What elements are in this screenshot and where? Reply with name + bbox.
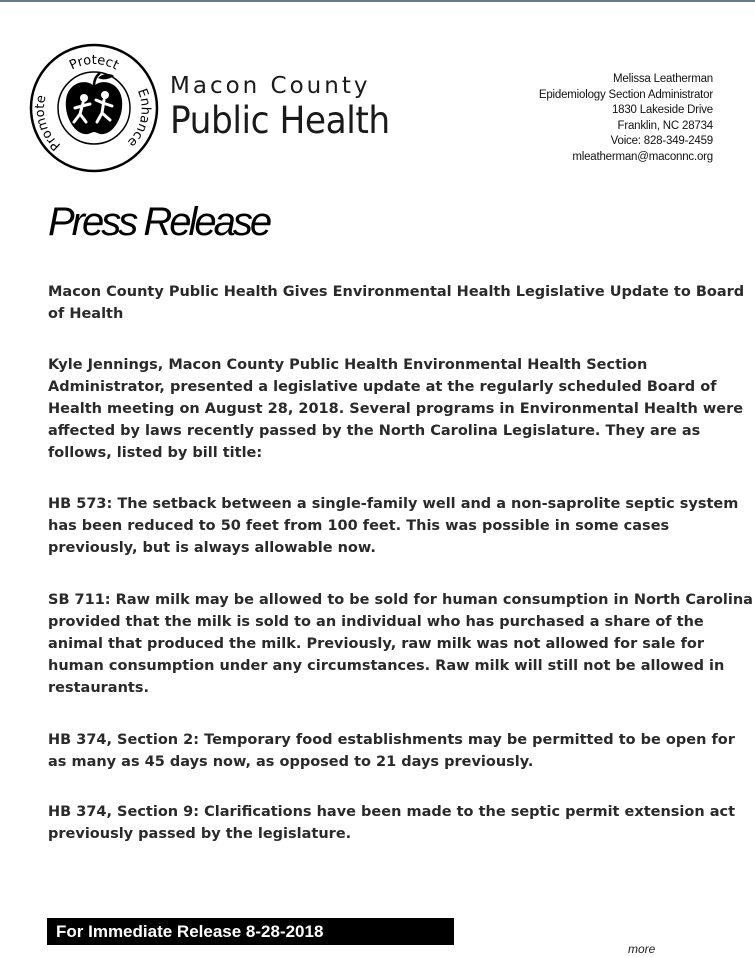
text-line: restaurants.: [48, 680, 149, 696]
contact-name: Melissa Leatherman: [613, 73, 713, 85]
immediate-release-banner: For Immediate Release 8-28-2018: [47, 918, 454, 945]
text-line: Macon County Public Health Gives Environmental Health Legislative Update to Board: [48, 284, 745, 300]
hb374-section9-paragraph: [48, 801, 736, 845]
text-line: HB 573: The setback between a single-family well and a non-saprolite septic system: [48, 496, 739, 512]
text-line: HB 374, Section 9: Clarifications have been made to the septic permit extension act: [48, 804, 736, 820]
logo-word-left: Promote: [32, 93, 64, 154]
hb573-paragraph: [48, 493, 739, 559]
text-line: affected by laws recently passed by the North Carolina Legislature. They are as: [48, 423, 701, 439]
contact-email[interactable]: mleatherman@maconnc.org: [572, 150, 713, 163]
press-release-heading: Press Release: [48, 200, 270, 244]
top-border: [0, 0, 755, 2]
text-line: HB 374, Section 2: Temporary food establishments may be permitted to be open for: [48, 732, 735, 748]
text-line: previously, but is always allowable now.: [48, 540, 376, 556]
text-line: Administrator, presented a legislative update at the regularly scheduled Board of: [48, 379, 717, 395]
text-line: Kyle Jennings, Macon County Public Health Environmental Health Section: [48, 357, 648, 373]
macon-county-public-health-logo: [28, 42, 160, 174]
intro-paragraph: [48, 354, 744, 464]
running-children-apple-icon: [66, 73, 122, 134]
organization-name: [170, 72, 406, 142]
sb711-paragraph: [48, 589, 753, 699]
contact-block: [539, 72, 713, 165]
hb374-section2-paragraph: [48, 729, 735, 773]
contact-phone: Voice: 828-349-2459: [610, 135, 713, 147]
text-line: Health meeting on August 28, 2018. Several programs in Environmental Health were: [48, 401, 744, 417]
text-line: human consumption under any circumstances. Raw milk will still not be allowed in: [48, 658, 725, 674]
contact-title: Epidemiology Section Administrator: [538, 88, 713, 101]
text-line: previously passed by the legislature.: [48, 826, 352, 842]
text-line: provided that the milk is sold to an individual who has purchased a share of the: [48, 614, 704, 630]
contact-address-street: 1830 Lakeside Drive: [611, 104, 713, 116]
text-line: animal that produced the milk. Previously, raw milk was not allowed for sale for: [48, 636, 704, 652]
text-line: has been reduced to 50 feet from 100 feet. This was possible in some cases: [48, 518, 670, 534]
text-line: SB 711: Raw milk may be allowed to be sold for human consumption in North Carolina: [48, 592, 753, 608]
more-continuation-label: more: [628, 942, 656, 956]
logo-word-top: Protect: [67, 52, 121, 74]
headline-paragraph: [48, 281, 745, 325]
org-name-line2: Public Health: [170, 99, 390, 142]
text-line: of Health: [48, 306, 124, 322]
logo-word-right: Enhance: [124, 86, 153, 150]
text-line: follows, listed by bill title:: [48, 445, 263, 461]
contact-address-city: Franklin, NC 28734: [617, 119, 713, 132]
text-line: as many as 45 days now, as opposed to 21 days previously.: [48, 754, 534, 770]
org-name-line1: Macon County: [170, 73, 371, 99]
